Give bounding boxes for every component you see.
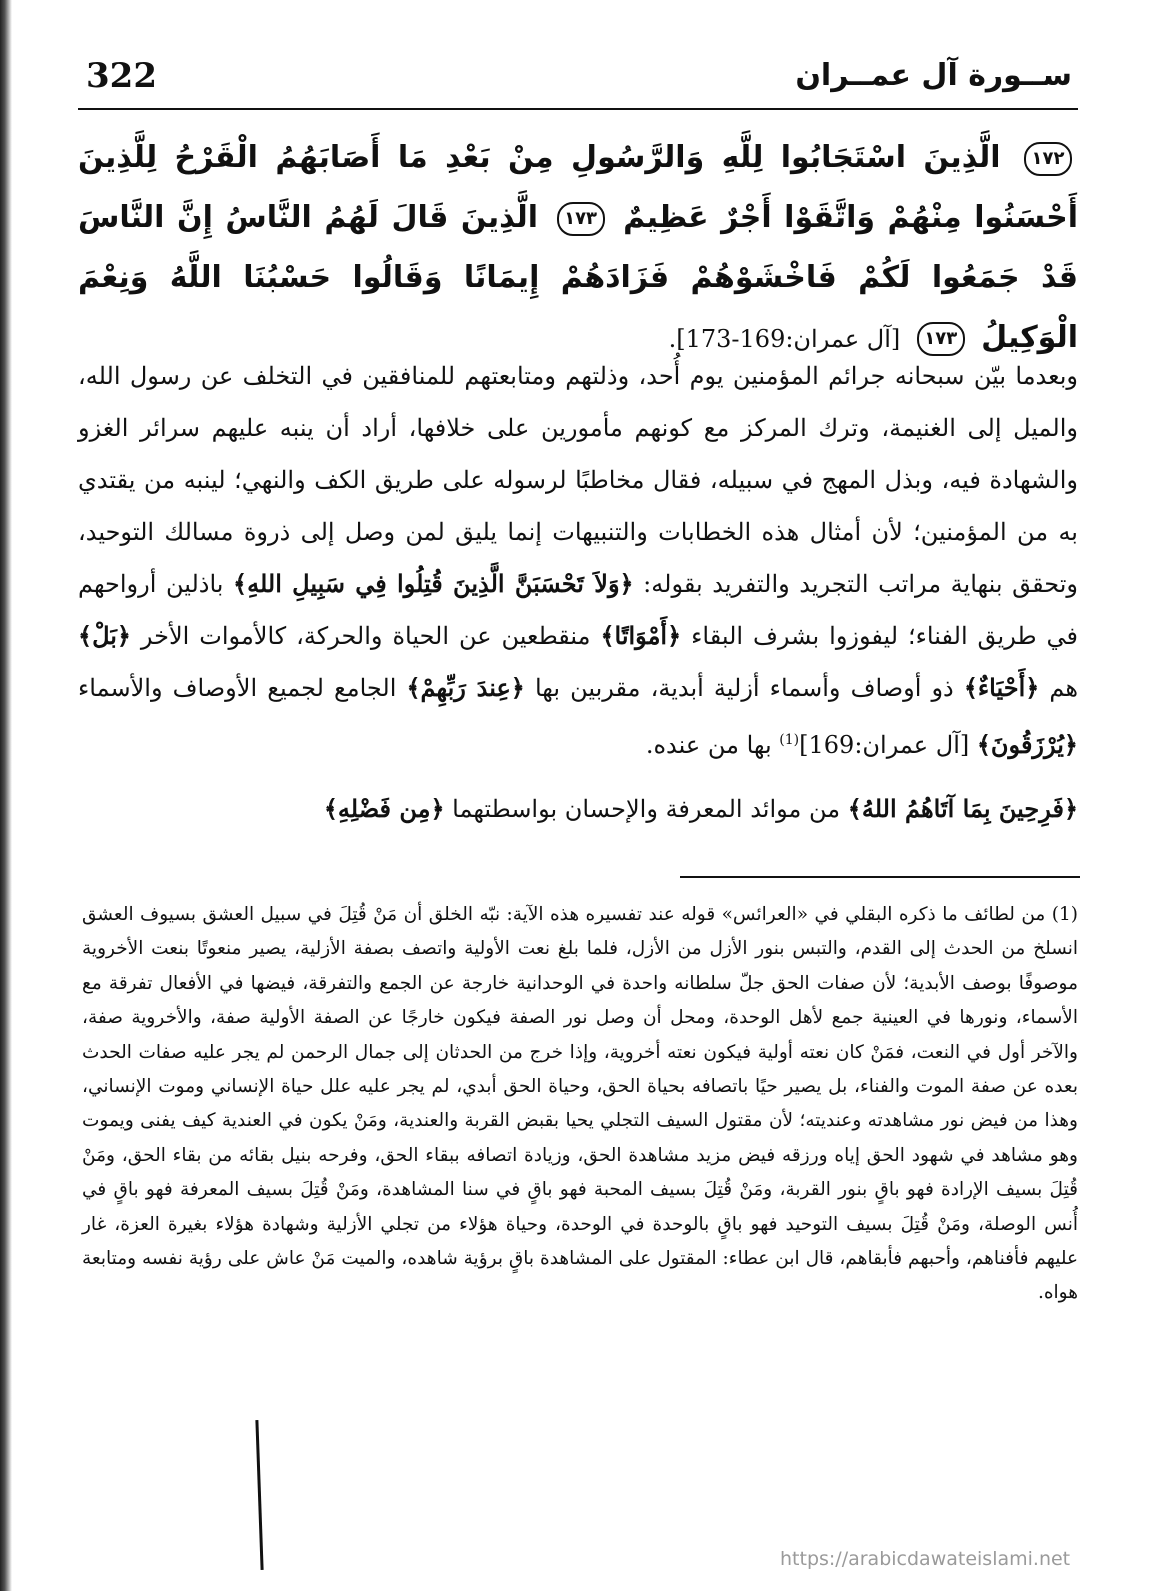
- verse-172-text: الَّذِينَ اسْتَجَابُوا لِلَّهِ وَالرَّسُولِ مِنْ بَعْدِ مَا أَصَابَهُمُ الْقَرْحُ لِلَّذِينَ أَحْسَنُوا مِنْهُمْ وَاتَّقَوْا أَجْرٌ عَظِيمٌ: [78, 140, 1078, 235]
- surah-title: ســورة آل عمــران: [795, 58, 1072, 93]
- body-text-segment: بها من عنده.: [645, 731, 780, 759]
- page-header: [78, 52, 1078, 112]
- footnote-separator: [680, 876, 1080, 878]
- quran-verses: [78, 128, 1078, 369]
- commentary-paragraph-1: [78, 350, 1078, 771]
- quran-quote: ﴿أَمْوَاتًا﴾: [600, 621, 682, 650]
- quran-quote: ﴿فَرِحِينَ بِمَا آتَاهُمُ اللهُ﴾: [847, 794, 1078, 823]
- footnote: (1) من لطائف ما ذكره البقلي في «العرائس» قوله عند تفسيره هذه الآية: نبّه الخلق أن مَنْ قُتِلَ في سبيل العشق بسيوف العشق انسلخ من الحدث إلى القدم، والتبس بنور الأزل من الأزل، فلما بلغ نعت الأولية واتصف بصفة الأزلية، يصير منعوتًا بنعت الأخروية موصوفًا بوصف الأبدية؛ لأن صفات الحق جلّ سلطانه واحدة في الوحدانية خارجة عن الجمع والتفرقة، فيضها في الأفعال تفرقة مع الأسماء، ونورها في العينية جمع لأهل الوحدة، ومحل أن وصل نور الصفة فيكون خارجًا عن الصفة الأولية صفة، والأخروية صفة، والآخر أول في النعت، فمَنْ كان نعته أولية فيكون نعته أخروية، وإذا خرج من الحدثان إلى جمال الرحمن لم يجر عليه صفات الحدث بعده عن صفة الموت والفناء، بل يصير حيًا باتصافه بحياة الحق، وحياة الحق أبدي، لم يجر عليه علل حياة الإنساني وموت الإنساني، وهذا من فيض نور مشاهدته وعنديته؛ لأن مقتول السيف التجلي يحيا بقبض القربة والعندية، ومَنْ يكون في العندية كيف يفنى ويموت وهو مشاهد في شهود الحق إياه ورزقه فيض مزيد مشاهدة الحق، وزيادة اتصافه ببقاء الحق، وفرحه بنيل بقائه من بقاء الحق، ومَنْ قُتِلَ بسيف الإرادة فهو باقٍ بنور القربة، ومَنْ قُتِلَ بسيف المحبة فهو باقٍ في سنا المشاهدة، ومَنْ قُتِلَ بسيف المعرفة فهو باقٍ في أُنس الوصلة، ومَنْ قُتِلَ بسيف التوحيد فهو باقٍ بالوحدة في الوحدة، وحياة هؤلاء من تجلي الأزلية وشهادة هؤلاء بغيرة العزة، غار عليهم فأفناهم، وأحبهم فأبقاهم، قال ابن عطاء: المقتول على المشاهدة باقٍ برؤية شاهده، والميت مَنْ عاش على رؤية نفسه ومتابعة هواه.: [82, 904, 1078, 1304]
- body-text-segment: من موائد المعرفة والإحسان بواسطتهما: [444, 795, 848, 823]
- body-text-segment: منقطعين عن الحياة والحركة، كالأموات الأخر: [130, 622, 601, 650]
- verse-reference: [آل عمران:169-173].: [668, 325, 901, 353]
- scan-edge-shadow: [0, 0, 12, 1591]
- quran-quote: ﴿مِن فَضْلِهِ﴾: [323, 794, 445, 823]
- quran-quote: ﴿بَلْ﴾: [78, 621, 131, 650]
- verse-number-173-end: ١٧٣: [917, 322, 965, 356]
- verse-number-173: ١٧٣: [557, 202, 605, 236]
- header-rule: [78, 108, 1078, 110]
- body-text-segment: الجامع لجميع الأوصاف والأسماء: [78, 674, 407, 702]
- watermark: https://arabicdawateislami.net: [780, 1548, 1071, 1570]
- quran-quote: ﴿وَلاَ تَحْسَبَنَّ الَّذِينَ قُتِلُوا فِي سَبِيلِ اللهِ﴾: [233, 569, 634, 598]
- body-text-segment: ذو أوصاف وأسماء أزلية أبدية، مقربين بها: [524, 674, 964, 702]
- body-text-segment: [آل عمران:169]: [799, 731, 977, 759]
- commentary-paragraph-2: [78, 783, 1078, 835]
- commentary-body: [78, 350, 1078, 835]
- verse-173-text: الَّذِينَ قَالَ لَهُمُ النَّاسُ إِنَّ النَّاسَ قَدْ جَمَعُوا لَكُمْ فَاخْشَوْهُمْ فَزَادَهُمْ إِيمَانًا وَقَالُوا حَسْبُنَا اللَّهُ وَنِعْمَ الْوَكِيلُ: [78, 200, 1078, 355]
- quran-quote: ﴿يُرْزَقُونَ﴾: [976, 730, 1078, 759]
- body-text-segment: وبعدما بيّن سبحانه جرائم المؤمنين يوم أُحد، وذلتهم ومتابعتهم للمنافقين في التخلف عن رسول الله، والميل إلى الغنيمة، وترك المركز مع كونهم مأمورين على خلافها، أراد أن ينبه عليهم سرائر الغزو والشهادة فيه، وبذل المهج في سبيله، فقال مخاطبًا لرسوله على طريق الكف والنهي؛ لينبه من يقتدي به من المؤمنين؛ لأن أمثال هذه الخطابات والتنبيهات إنما يليق لمن وصل إلى ذروة مسالك التوحيد، وتحقق بنهاية مراتب التجريد والتفريد بقوله:: [78, 362, 1079, 598]
- verse-number-172: ١٧٢: [1024, 142, 1072, 176]
- footnote-marker: (1): [779, 732, 800, 748]
- quran-quote: ﴿أَحْيَاءٌ﴾: [963, 673, 1040, 702]
- page-number: 322: [86, 56, 157, 96]
- quran-quote: ﴿عِندَ رَبِّهِمْ﴾: [406, 673, 525, 702]
- pen-mark: [255, 1420, 263, 1570]
- body-text-segment: هم: [1039, 674, 1079, 702]
- body-text-segment: باذلين أرواحهم في طريق الفناء؛ ليفوزوا بشرف البقاء: [78, 570, 1078, 650]
